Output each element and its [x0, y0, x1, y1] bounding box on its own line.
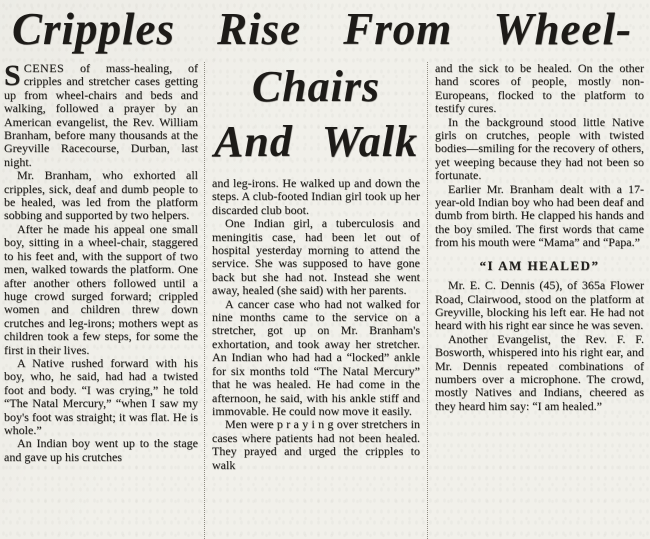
paragraph: Earlier Mr. Branham dealt with a 17-year-old Indian boy who had been deaf and dumb from birth. He clapped his hands and the boy smiled. The first words that came from his mouth were “Mama” and “Papa.”: [435, 181, 644, 250]
paragraph: and leg-irons. He walked up and down the steps. A club-footed Indian girl took up her discarded club boot.: [212, 176, 420, 217]
article-body: [0, 58, 650, 539]
lead-caps: CENES: [23, 61, 65, 75]
lead-paragraph: [4, 62, 198, 169]
column-1: [2, 60, 204, 539]
headline-continuation-line-1: Chairs: [251, 62, 381, 111]
section-subhead: “I AM HEALED”: [479, 257, 600, 273]
drop-cap: S: [4, 60, 21, 92]
paragraph: One Indian girl, a tuberculosis and meningitis case, had been let out of hospital yesterday morning to attend the service. She was supposed to have gone back but she had not. Instead she went away, healed (she said) with her parents.: [212, 216, 420, 298]
paragraph: A Native rushed forward with his boy, who, he said, had had a twisted foot and body. “I was crying,” he told “The Natal Mercury,” “when I saw my boy's foot was straight; it was flat. He is whole.”: [4, 355, 198, 437]
headline-continuation-line-2: And Walk: [214, 117, 418, 166]
paragraph: An Indian boy went up to the stage and gave up his crutches: [4, 436, 198, 464]
paragraph: and the sick to be healed. On the other hand scores of people, mostly non-Europeans, flocked to the platform to testify cures.: [435, 61, 644, 116]
paragraph: A cancer case who had not walked for nine months came to the service on a stretcher, got up on Mr. Branham's exhortation, and took away her stretcher. An Indian who had had a “locked” ankle for six months told “The Natal Mercury” that he was healed. He had come in the afternoon, he said, with his ankle stiff and immovable. He could now move it easily.: [212, 296, 420, 418]
headline-continuation: [212, 60, 420, 170]
column-3: [428, 60, 648, 539]
paragraph: Men were p r a y i n g over stretchers in cases where patients had not been healed. They prayed and urged the cripples to walk: [212, 417, 420, 472]
paragraph-text: of mass-healing, of cripples and stretcher cases getting up from wheel-chairs and beds and walking, followed a prayer by an American evangelist, the Rev. William Branham, before many thousands at the Greyville Racecourse, Durban, last night.: [4, 61, 198, 169]
main-headline: Cripples Rise From Wheel-: [12, 4, 632, 54]
column-2: [205, 60, 427, 539]
paragraph: Mr. E. C. Dennis (45), of 365a Flower Road, Clairwood, stood on the platform at Greyville, blocking his left ear. He had not heard with his right ear since he was seven.: [435, 278, 644, 333]
paragraph: After he made his appeal one small boy, sitting in a wheel-chair, staggered to his feet and, with the support of two men, walked towards the platform. One after another others followed until a huge crowd surged forward; crippled women and children threw down crutches and leg-irons; mothers wept as children took a few steps, for some the first in their lives.: [4, 221, 198, 357]
paragraph: Mr. Branham, who exhorted all cripples, sick, deaf and dumb people to be healed, was led from the platform sobbing and supported by two helpers.: [4, 168, 198, 223]
paragraph: Another Evangelist, the Rev. F. F. Bosworth, whispered into his right ear, and Mr. Dennis repeated combinations of numbers over a microphone. The crowd, mostly Natives and Indians, cheered as they heard him say: “I am healed.”: [435, 331, 644, 413]
paragraph: In the background stood little Native girls on crutches, people with twisted bodies—smiling for the recovery of others, yet weeping because they had not been so fortunate.: [435, 114, 644, 183]
